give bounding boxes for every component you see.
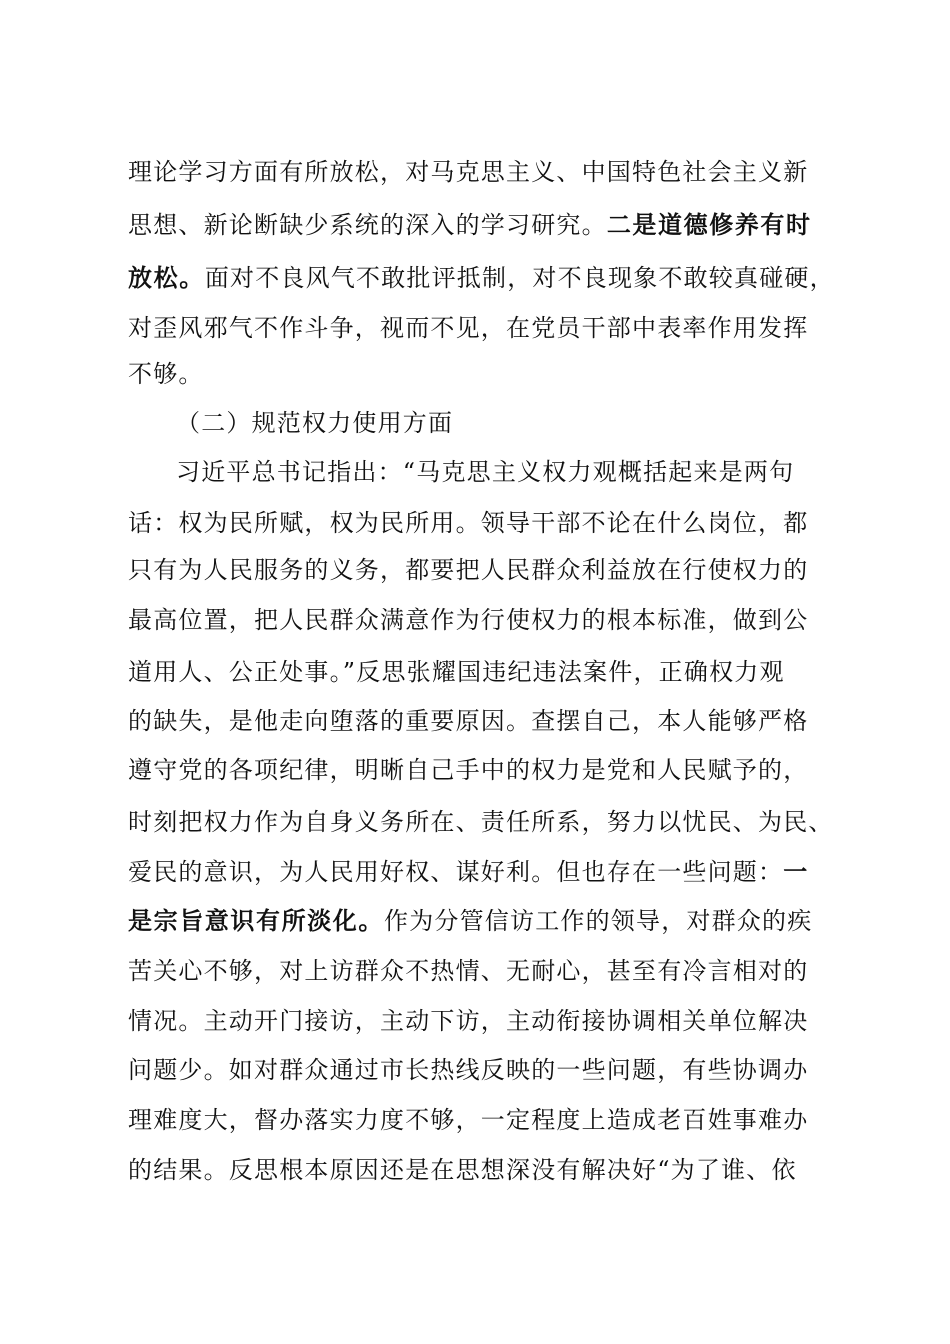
paragraph-line: [128, 857, 809, 887]
text-span: 苦关心不够，对上访群众不热情、无耐心，甚至有冷言相对的: [128, 957, 809, 985]
bold-point-heading: 二是道德修养有时: [606, 211, 812, 239]
bold-point-heading: 放松。: [128, 264, 205, 292]
text-span: 面对不良风气不敢批评抵制，对不良现象不敢较真碰硬，: [204, 264, 835, 292]
text-span: 情况。主动开门接访，主动下访，主动衔接协调相关单位解决: [128, 1007, 809, 1035]
text-span: 理论学习方面有所放松，对马克思主义、中国特色社会主义新: [128, 158, 809, 186]
paragraph-line: [128, 157, 808, 187]
paragraph-line: [128, 956, 808, 986]
paragraph-line: [128, 1055, 808, 1085]
text-span: 习近平总书记指出：“马克思主义权力观概括起来是两句: [176, 458, 795, 486]
text-span: 最高位置，把人民群众满意作为行使权力的根本标准，做到公: [128, 606, 809, 634]
paragraph-line: [128, 706, 808, 736]
text-span: 时刻把权力作为自身义务所在、责任所系，努力以忧民、为民、: [128, 808, 834, 836]
text-span: 思想、新论断缺少系统的深入的学习研究。: [128, 211, 607, 239]
bold-point-heading: 一: [783, 858, 809, 886]
text-span: 作为分管信访工作的领导，对群众的疾: [384, 907, 813, 935]
paragraph-line: [128, 807, 834, 837]
text-span: 理难度大，督办落实力度不够，一定程度上造成老百姓事难办: [128, 1106, 809, 1134]
paragraph-line: [128, 1155, 797, 1185]
heading-text: （二）规范权力使用方面: [176, 409, 454, 437]
paragraph-line: [128, 359, 204, 389]
paragraph-line: [128, 657, 785, 687]
text-span: 不够。: [128, 360, 204, 388]
paragraph-line: [128, 1105, 808, 1135]
text-span: 话：权为民所赋，权为民所用。领导干部不论在什么岗位，都: [128, 509, 809, 537]
bold-point-heading: 是宗旨意识有所淡化。: [128, 907, 384, 935]
paragraph-line: [128, 210, 812, 240]
paragraph-line: [128, 508, 808, 538]
paragraph-line: [128, 906, 812, 936]
paragraph-line: [128, 755, 808, 785]
text-span: 问题少。如对群众通过市长热线反映的一些问题，有些协调办: [128, 1056, 809, 1084]
text-span: 爱民的意识，为人民用好权、谋好利。但也存在一些问题：: [128, 858, 784, 886]
text-span: 的结果。反思根本原因还是在思想深没有解决好“为了谁、依: [128, 1156, 797, 1184]
text-span: 道用人、公正处事。”反思张耀国违纪违法案件，正确权力观: [128, 658, 785, 686]
section-heading: [176, 408, 453, 438]
paragraph-line: [128, 313, 808, 343]
paragraph-line: [128, 263, 835, 293]
text-span: 对歪风邪气不作斗争，视而不见，在党员干部中表率作用发挥: [128, 314, 809, 342]
paragraph-line: [176, 457, 794, 487]
paragraph-line: [128, 555, 808, 585]
text-span: 的缺失，是他走向堕落的重要原因。查摆自己，本人能够严格: [128, 707, 809, 735]
text-span: 遵守党的各项纪律，明晰自己手中的权力是党和人民赋予的，: [128, 756, 809, 784]
paragraph-line: [128, 1006, 808, 1036]
paragraph-line: [128, 605, 808, 635]
text-span: 只有为人民服务的义务，都要把人民群众利益放在行使权力的: [128, 556, 809, 584]
